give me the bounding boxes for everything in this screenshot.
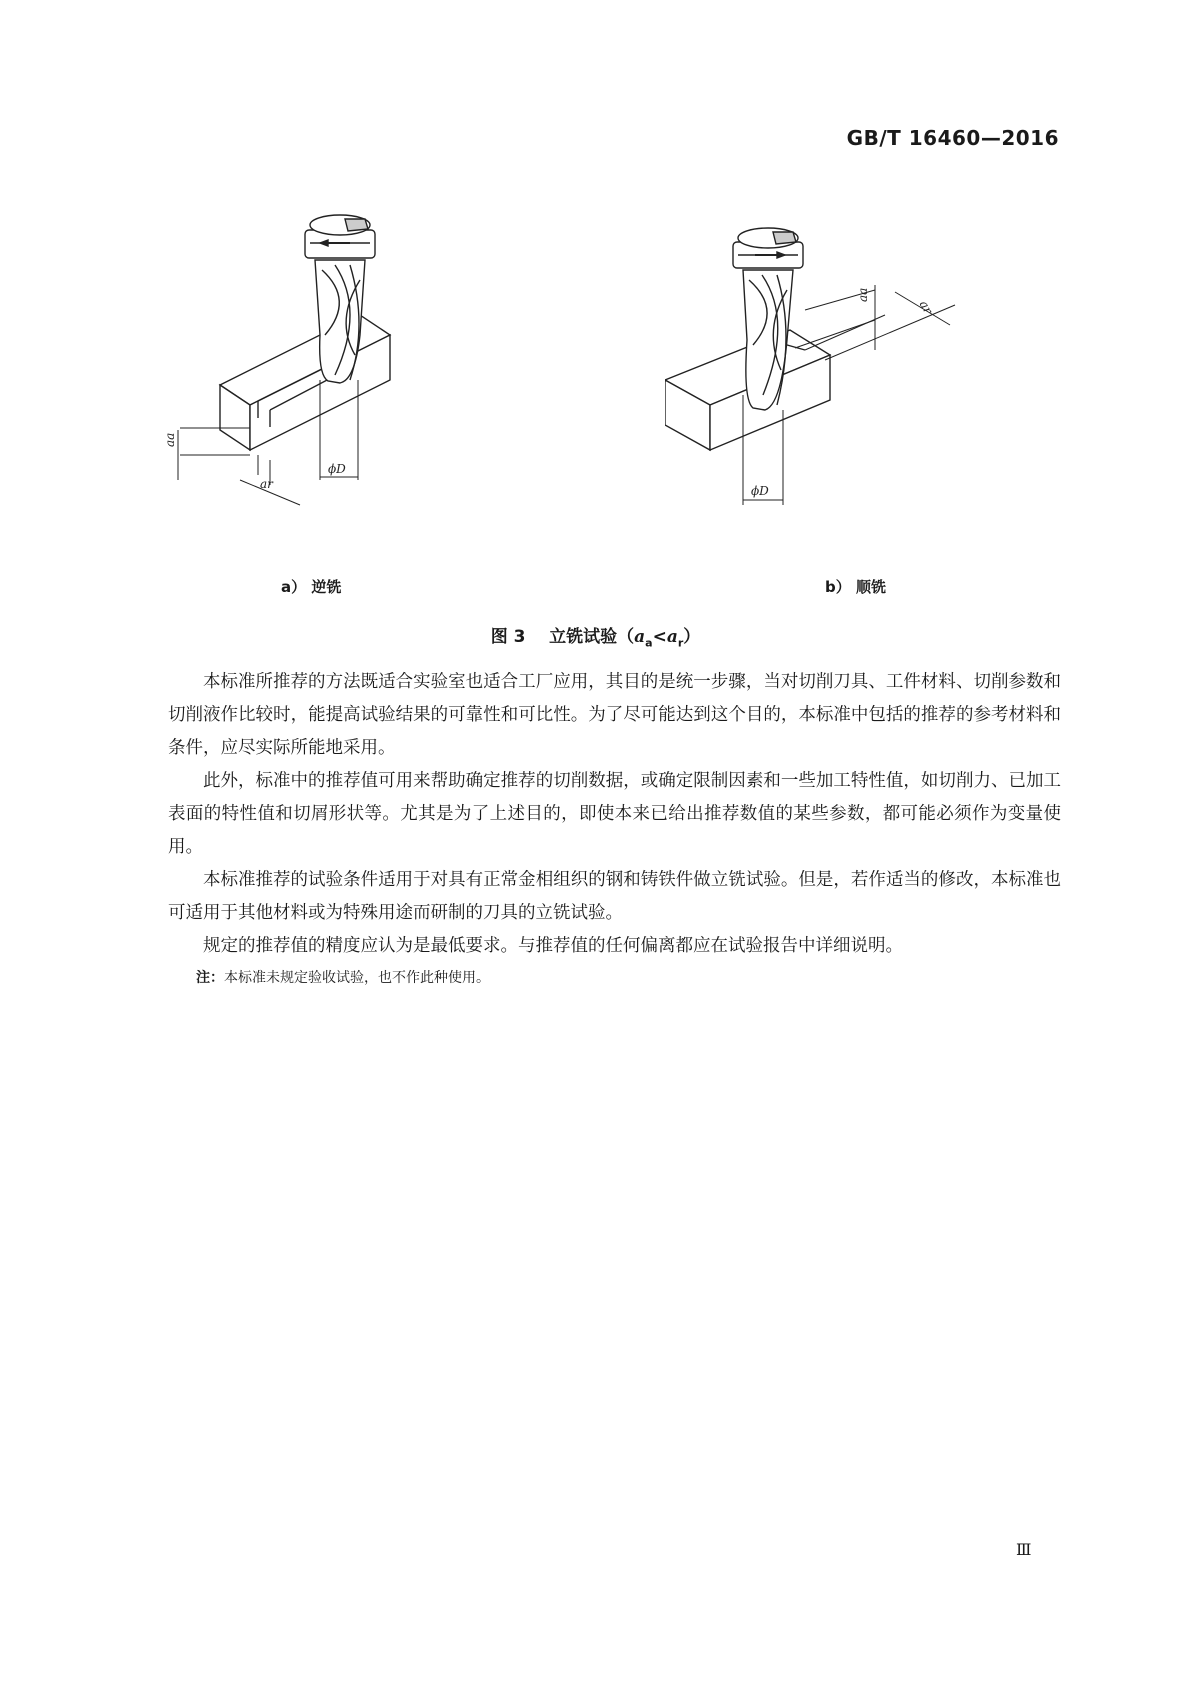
caption-var-r: a [666, 627, 678, 647]
paragraph-3: 本标准推荐的试验条件适用于对具有正常金相组织的钢和铸铁件做立铣试验。但是，若作适当的修改，本标准也可适用于其他材料或为特殊用途而研制的刀具的立铣试验。 [168, 870, 1061, 923]
dim-aa-a: aa [163, 432, 177, 447]
paragraph-4: 规定的推荐值的精度应认为是最低要求。与推荐值的任何偏离都应在试验报告中详细说明。 [203, 936, 903, 956]
note [168, 963, 1061, 993]
figure-a-up-milling [160, 205, 580, 545]
paragraph-1: 本标准所推荐的方法既适合实验室也适合工厂应用，其目的是统一步骤，当对切削刀具、工件材料、切削参数和切削液作比较时，能提高试验结果的可靠性和可比性。为了尽可能达到这个目的，本标准中包括的推荐的参考材料和条件，应尽实际所能地采用。 [168, 672, 1061, 758]
workpiece-block-a [220, 315, 390, 450]
dim-phid-b: ϕD [751, 484, 769, 498]
caption-sub-r: r [677, 636, 684, 650]
note-label: 注： [196, 970, 224, 986]
caption-sub-a: a [645, 636, 653, 650]
body-text [168, 666, 1061, 993]
caption-var-a: a [634, 627, 646, 647]
dim-aa-b: aa [856, 287, 870, 302]
standard-number: GB/T 16460—2016 [846, 126, 1059, 150]
dim-phid-a: ϕD [328, 462, 346, 476]
figure-caption [0, 622, 1191, 649]
figure-number: 图 3 [490, 627, 526, 647]
subfigure-a-label: a） [281, 578, 307, 596]
figure-title: 立铣试验 [549, 627, 618, 647]
caption-close-paren: ） [683, 627, 701, 647]
dim-ar-b: ar [916, 298, 936, 317]
note-text: 本标准未规定验收试验，也不作此种使用。 [224, 970, 490, 986]
subfigure-a-title: 逆铣 [311, 578, 342, 596]
caption-open-paren: （ [617, 627, 635, 647]
subfigure-b-caption [825, 576, 886, 597]
page-number: Ⅲ [1016, 1540, 1032, 1559]
paragraph-2: 此外，标准中的推荐值可用来帮助确定推荐的切削数据，或确定限制因素和一些加工特性值，如切削力、已加工表面的特性值和切屑形状等。尤其是为了上述目的，即使本来已给出推荐数值的某些参数，都可能必须作为变量使用。 [168, 771, 1061, 857]
dim-ar-a: ar [260, 477, 273, 491]
subfigure-b-label: b） [825, 578, 851, 596]
subfigure-a-caption [281, 576, 341, 597]
caption-lt: < [652, 627, 667, 647]
subfigure-b-title: 顺铣 [855, 578, 886, 596]
figure-b-down-milling [665, 220, 1085, 550]
